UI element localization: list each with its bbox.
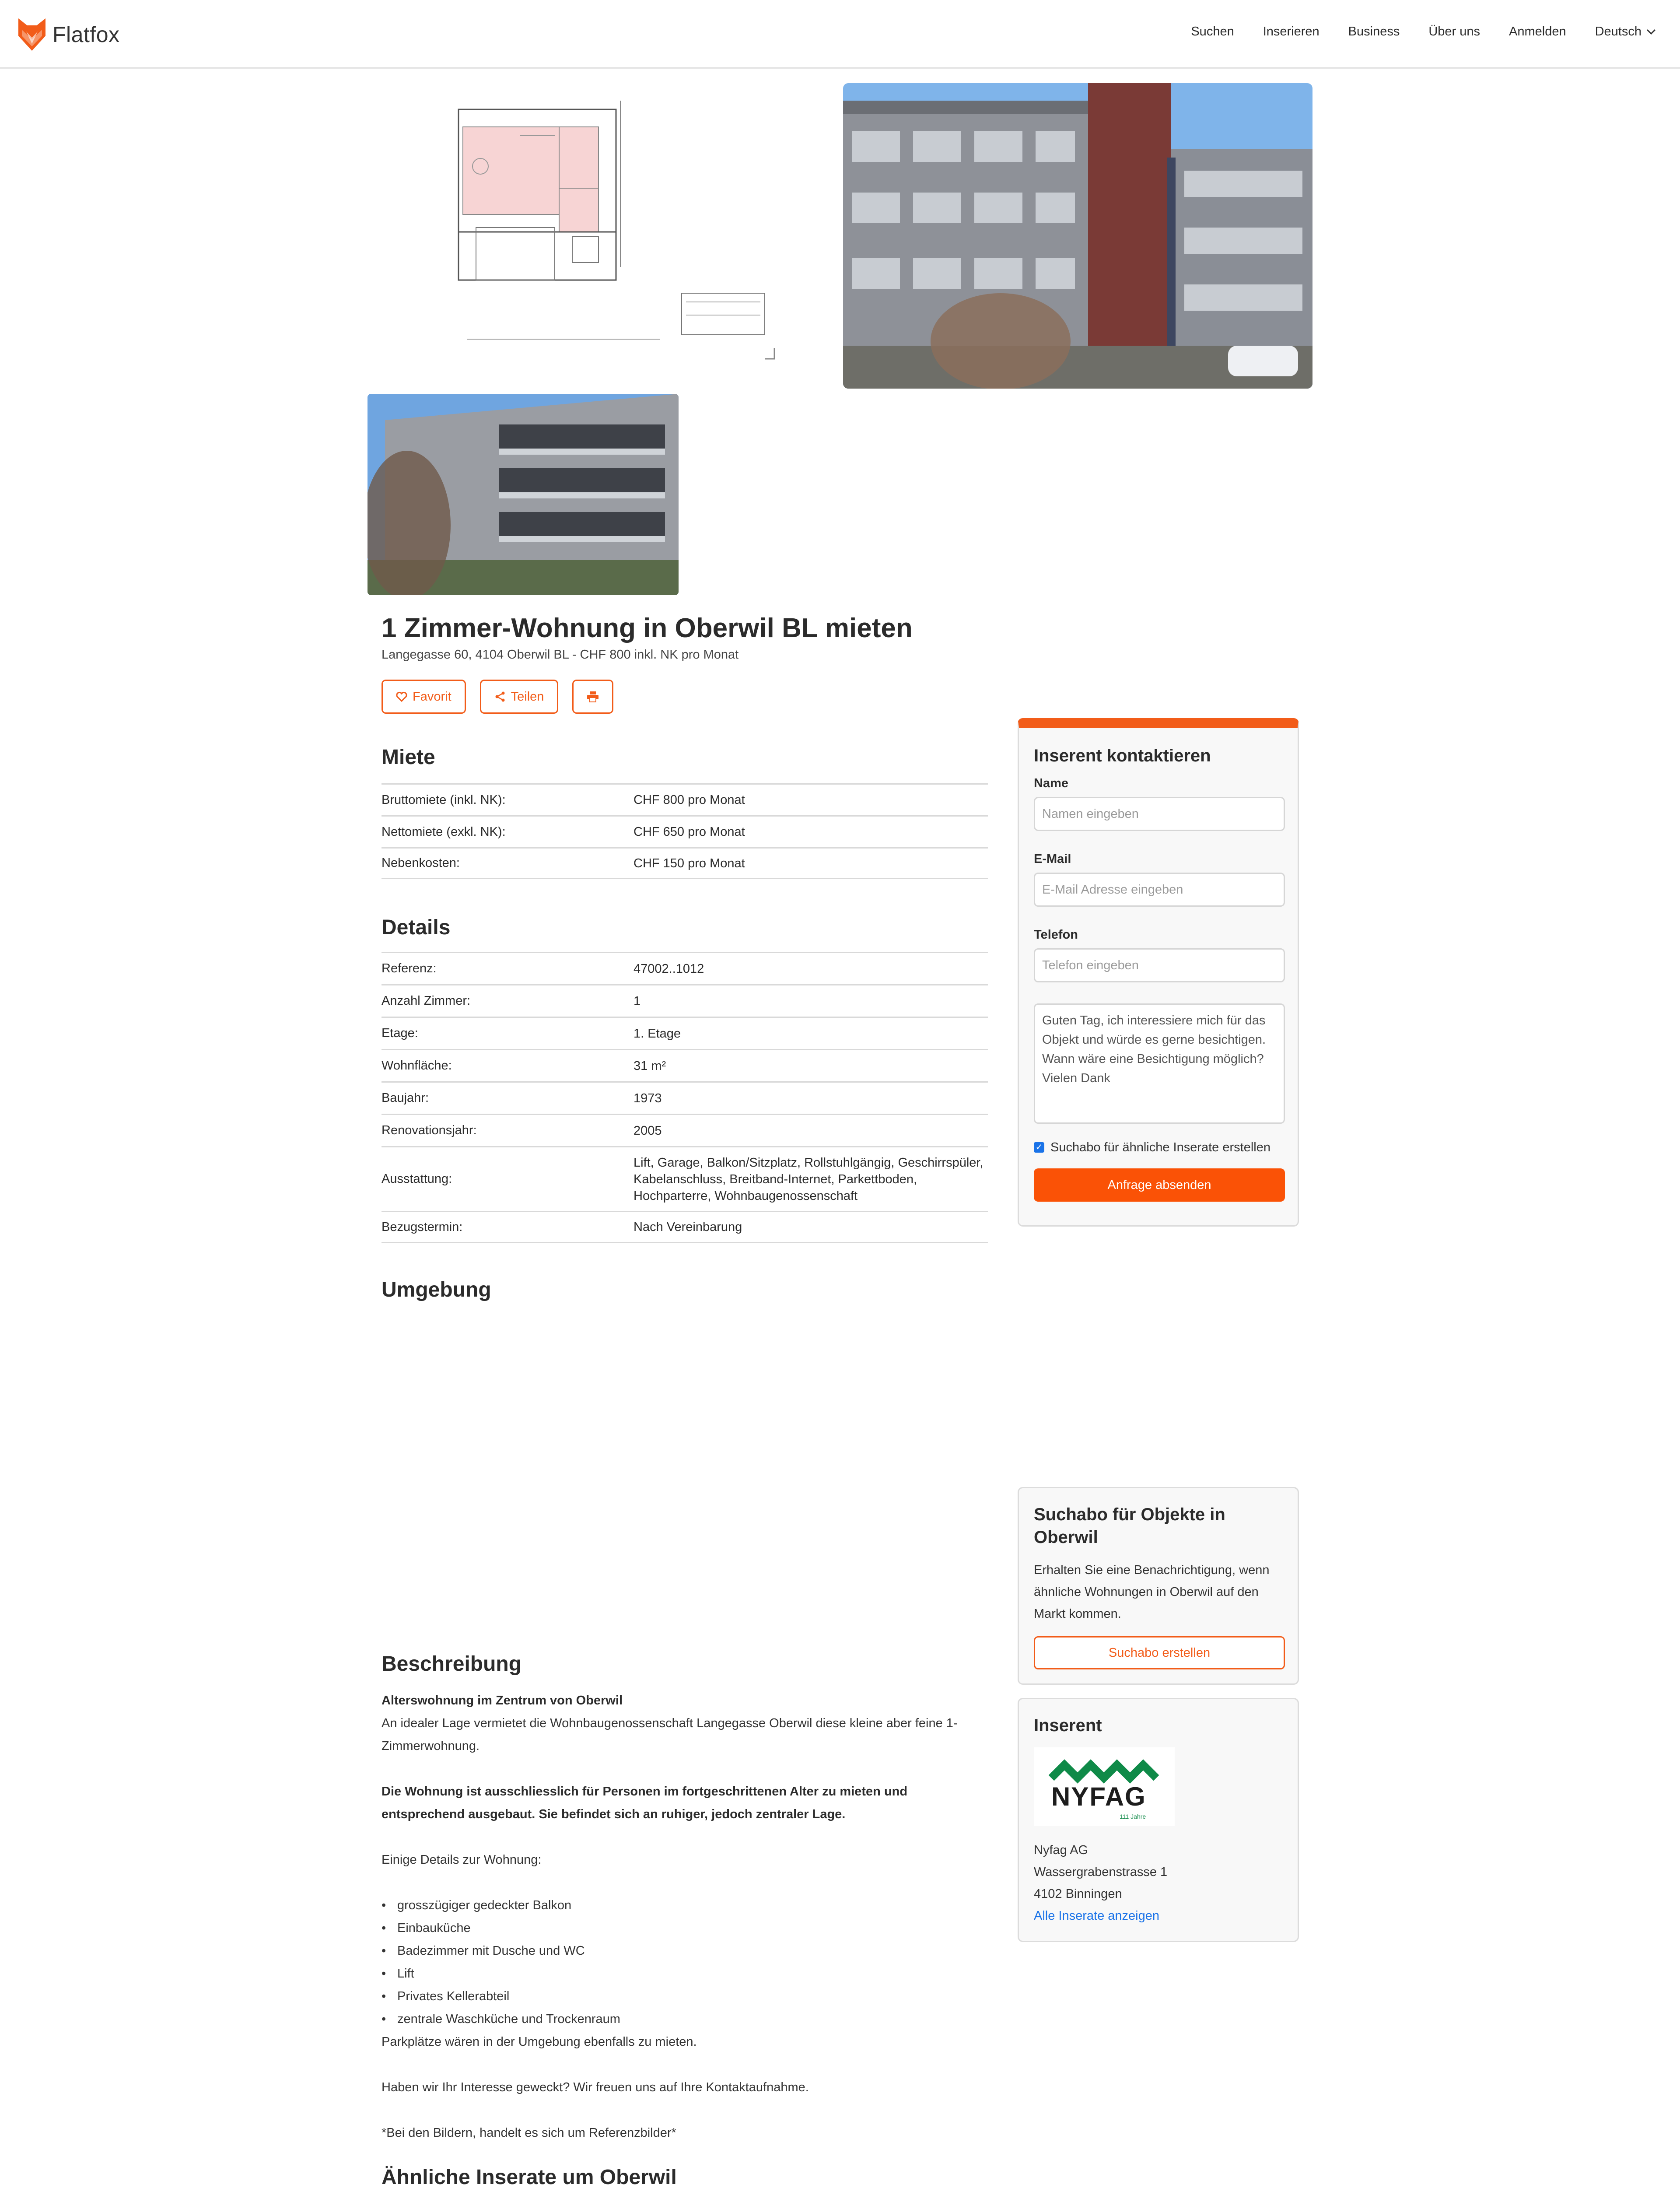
list-item: • grosszügiger gedeckter Balkon	[382, 1894, 990, 1917]
suchabo-text: Erhalten Sie eine Benachrichtigung, wenn ähnliche Wohnungen in Oberwil auf den Markt kommen.	[1034, 1563, 1270, 1621]
site-header	[0, 0, 1680, 69]
list-item: • Privates Kellerabteil	[382, 1985, 990, 2008]
table-row	[382, 1017, 988, 1049]
nav-anmelden[interactable]: Anmelden	[1509, 25, 1566, 39]
row-key: Wohnfläche:	[382, 1059, 452, 1073]
row-value: 1	[634, 994, 641, 1008]
share-button[interactable]	[480, 680, 559, 714]
list-item: • zentrale Waschküche und Trockenraum	[382, 2008, 990, 2030]
submit-inquiry-button[interactable]: Anfrage absenden	[1034, 1168, 1285, 1202]
nyfag-logo-subtext: 111 Jahre	[1120, 1813, 1146, 1820]
listing-title: 1 Zimmer-Wohnung in Oberwil BL mieten	[382, 613, 913, 643]
all-listings-link[interactable]: Alle Inserate anzeigen	[1034, 1909, 1159, 1923]
share-icon	[494, 691, 506, 702]
row-value: CHF 650 pro Monat	[634, 825, 745, 839]
logo-text: Flatfox	[52, 22, 120, 47]
fox-icon	[18, 18, 46, 51]
print-icon	[587, 691, 599, 702]
listing-subtitle: Langegasse 60, 4104 Oberwil BL - CHF 800 inkl. NK pro Monat	[382, 648, 739, 662]
nav-inserieren[interactable]: Inserieren	[1263, 25, 1320, 39]
contact-heading: Inserent kontaktieren	[1034, 746, 1211, 765]
phone-input[interactable]: Telefon eingeben	[1034, 948, 1285, 982]
language-label: Deutsch	[1595, 25, 1642, 39]
chevron-down-icon	[1646, 28, 1656, 35]
beschreibung-heading: Beschreibung	[382, 1652, 522, 1676]
details-table	[382, 952, 988, 1243]
email-label: E-Mail	[1034, 852, 1071, 866]
nyfag-logo	[1034, 1747, 1175, 1826]
nav-ueber-uns[interactable]: Über uns	[1428, 25, 1480, 39]
miete-heading: Miete	[382, 746, 435, 769]
favorite-button[interactable]	[382, 680, 466, 714]
row-key: Bruttomiete (inkl. NK):	[382, 792, 506, 807]
table-row	[382, 847, 988, 879]
suchabo-checkbox-row[interactable]	[1034, 1137, 1283, 1158]
row-key: Ausstattung:	[382, 1172, 452, 1186]
description-p5: Haben wir Ihr Interesse geweckt? Wir freuen uns auf Ihre Kontaktaufnahme.	[382, 2080, 809, 2094]
name-label: Name	[1034, 776, 1068, 790]
row-key: Nettomiete (exkl. NK):	[382, 824, 506, 839]
description-p1: An idealer Lage vermietet die Wohnbaugenossenschaft Langegasse Oberwil diese kleine aber feine 1-Zimmerwohnung.	[382, 1716, 958, 1753]
email-input[interactable]: E-Mail Adresse eingeben	[1034, 873, 1285, 907]
table-row	[382, 815, 988, 847]
print-button[interactable]	[572, 680, 613, 714]
row-value: Nach Vereinbarung	[634, 1220, 742, 1234]
building-photo-secondary[interactable]	[368, 394, 679, 595]
flatfox-logo[interactable]	[18, 18, 120, 51]
row-value: CHF 800 pro Monat	[634, 793, 745, 807]
list-item: • Einbauküche	[382, 1917, 990, 1939]
building-illustration	[843, 83, 1312, 389]
inserent-city: 4102 Binningen	[1034, 1887, 1122, 1901]
description-p4: Parkplätze wären in der Umgebung ebenfalls zu mieten.	[382, 2035, 697, 2049]
favorite-label: Favorit	[413, 689, 452, 704]
similar-heading: Ähnliche Inserate um Oberwil	[382, 2166, 677, 2188]
miete-table	[382, 783, 988, 879]
message-textarea[interactable]: Guten Tag, ich interessiere mich für das Objekt und würde es gerne besichtigen. Wann wäre eine Besichtigung möglich? Vielen Dank	[1034, 1003, 1285, 1124]
umgebung-heading: Umgebung	[382, 1278, 491, 1301]
suchabo-card	[1018, 1487, 1299, 1685]
row-key: Baujahr:	[382, 1091, 429, 1105]
nav-business[interactable]: Business	[1348, 25, 1400, 39]
inserent-heading: Inserent	[1034, 1716, 1102, 1735]
floor-plan-image[interactable]	[415, 83, 796, 365]
description-body	[382, 1689, 990, 2144]
checkbox-checked-icon[interactable]: ✓	[1034, 1142, 1044, 1153]
row-key: Etage:	[382, 1026, 418, 1040]
table-row	[382, 1114, 988, 1146]
language-dropdown[interactable]	[1595, 25, 1656, 39]
list-item: • Badezimmer mit Dusche und WC	[382, 1939, 990, 1962]
nyfag-logo-text: NYFAG	[1051, 1782, 1146, 1811]
nav-suchen[interactable]: Suchen	[1191, 25, 1234, 39]
description-subhead: Alterswohnung im Zentrum von Oberwil	[382, 1694, 623, 1708]
table-row	[382, 1211, 988, 1243]
row-value: Lift, Garage, Balkon/Sitzplatz, Rollstuhlgängig, Geschirrspüler, Kabelanschluss, Breitband-Internet, Parkettboden, Hochparterre, Wohnbaugenossenschaft	[634, 1155, 984, 1203]
table-row	[382, 783, 988, 815]
row-key: Bezugstermin:	[382, 1220, 463, 1234]
inserent-street: Wassergrabenstrasse 1	[1034, 1865, 1168, 1879]
row-value: 1973	[634, 1091, 662, 1105]
description-list	[382, 1894, 990, 2030]
heart-icon	[396, 691, 407, 702]
row-key: Nebenkosten:	[382, 856, 460, 870]
table-row	[382, 1146, 988, 1211]
floor-plan-drawing	[415, 83, 796, 365]
inserent-name: Nyfag AG	[1034, 1843, 1088, 1857]
phone-label: Telefon	[1034, 928, 1078, 942]
description-p6: *Bei den Bildern, handelt es sich um Referenzbilder*	[382, 2126, 676, 2140]
inserent-card	[1018, 1698, 1299, 1942]
row-value: 1. Etage	[634, 1026, 681, 1041]
create-suchabo-button[interactable]: Suchabo erstellen	[1034, 1636, 1285, 1669]
row-key: Referenz:	[382, 961, 437, 975]
main-nav	[1191, 25, 1656, 39]
contact-form	[1018, 718, 1299, 1227]
table-row	[382, 952, 988, 984]
description-p3: Einige Details zur Wohnung:	[382, 1853, 542, 1867]
share-label: Teilen	[511, 689, 544, 704]
description-p2: Die Wohnung ist ausschliesslich für Personen im fortgeschrittenen Alter zu mieten und entsprechend ausgebaut. Sie befindet sich an ruhiger, jedoch zentraler Lage.	[382, 1785, 908, 1821]
building-photo-main[interactable]	[843, 83, 1312, 389]
table-row	[382, 984, 988, 1017]
table-row	[382, 1049, 988, 1081]
list-item: • Lift	[382, 1962, 990, 1985]
building-illustration-2	[368, 394, 679, 595]
suchabo-heading: Suchabo für Objekte in Oberwil	[1034, 1505, 1225, 1547]
checkbox-label: Suchabo für ähnliche Inserate erstellen	[1050, 1140, 1270, 1154]
row-value: 2005	[634, 1123, 662, 1138]
details-heading: Details	[382, 916, 451, 939]
row-value: 31 m²	[634, 1059, 666, 1073]
listing-actions	[382, 680, 613, 714]
row-key: Anzahl Zimmer:	[382, 994, 471, 1008]
name-input[interactable]: Namen eingeben	[1034, 797, 1285, 831]
row-value: CHF 150 pro Monat	[634, 856, 745, 870]
row-key: Renovationsjahr:	[382, 1123, 477, 1137]
table-row	[382, 1081, 988, 1114]
row-value: 47002..1012	[634, 961, 704, 976]
